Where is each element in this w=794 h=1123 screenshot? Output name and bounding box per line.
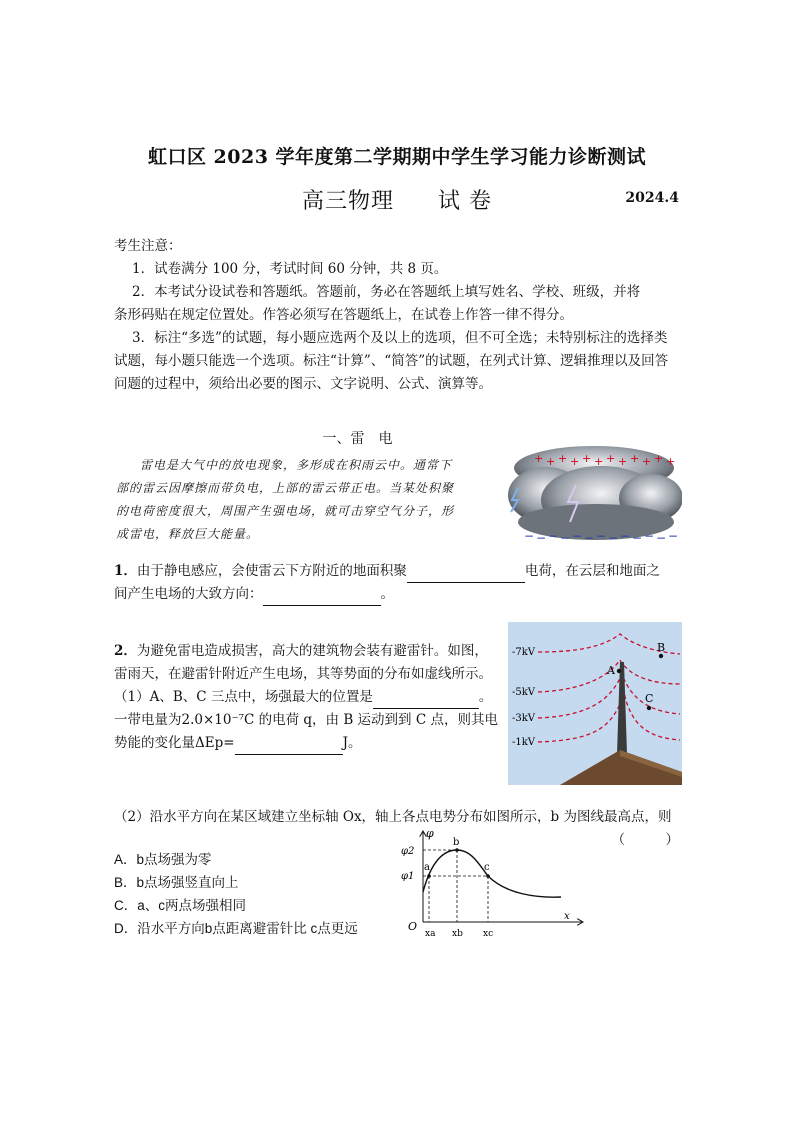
answer-parentheses[interactable]: （ ） — [611, 832, 679, 848]
q1-blank-1[interactable] — [407, 566, 525, 583]
plus-sign: + — [582, 452, 592, 465]
intro-line-2: 部的雷云因摩擦而带负电，上部的雷云带正电。当某处积聚 — [116, 481, 455, 495]
point-c-label: C — [645, 692, 654, 705]
a-label: a — [424, 862, 430, 873]
plus-sign: + — [642, 455, 652, 468]
q1-number: 1． — [114, 563, 137, 579]
phi2-label: φ2 — [401, 846, 415, 857]
exam-title: 虹口区 2023 学年度第二学期期中学生学习能力诊断测试 — [147, 146, 647, 168]
section-title: 一、雷 电 — [322, 431, 393, 447]
point-b-label: B — [657, 641, 666, 654]
phi-label: φ — [426, 827, 434, 840]
notice-heading: 考生注意： — [114, 238, 182, 254]
notice-item-3c: 问题的过程中，须给出必要的图示、文字说明、公式、演算等。 — [114, 376, 492, 392]
point-a-dot — [427, 874, 431, 878]
origin-label: O — [408, 920, 418, 933]
plus-sign: + — [654, 452, 664, 465]
phi1-label: φ1 — [401, 871, 415, 882]
q1-text-2b: 。 — [380, 586, 394, 602]
intro-line-3: 的电荷密度很大，周围产生强电场，就可击穿空气分子，形 — [116, 504, 455, 518]
option-a[interactable]: A．b点场强为零 — [114, 852, 212, 867]
option-b[interactable]: B．b点场强竖直向上 — [114, 875, 239, 890]
section-intro — [116, 454, 496, 546]
minus-sign: − — [632, 531, 643, 545]
q2-line-5 — [114, 732, 504, 755]
point-a-label: A — [607, 664, 615, 677]
q1-line-1 — [114, 560, 684, 583]
point-b-dot — [455, 848, 459, 852]
guide-lines — [423, 850, 488, 922]
minus-sign: − — [668, 529, 679, 543]
minus-sign: − — [644, 529, 655, 543]
q2-blank-1[interactable] — [373, 692, 479, 709]
plus-sign: + — [594, 455, 604, 468]
q2-blank-2[interactable] — [235, 738, 343, 755]
plus-sign: + — [666, 455, 676, 468]
label-7kv: -7kV — [512, 647, 536, 658]
option-c[interactable]: C．a、c两点场强相同 — [114, 898, 247, 913]
point-c-dot — [486, 874, 490, 878]
lightning-rod-figure — [508, 622, 682, 785]
xa-label: xa — [425, 929, 436, 939]
minus-sign: − — [560, 531, 571, 545]
q1-text-2a: 间产生电场的大致方向： — [114, 586, 263, 602]
minus-sign: − — [524, 529, 535, 543]
notice-item-2b: 条形码贴在规定位置处。作答必须写在答题纸上，在试卷上作答一律不得分。 — [114, 307, 573, 323]
point-b-dot — [659, 654, 663, 658]
plus-sign: + — [558, 452, 568, 465]
minus-sign: − — [608, 531, 619, 545]
q2-part-2-stem: （2）沿水平方向在某区域建立坐标轴 Ox，轴上各点电势分布如图所示，b 为图线最高点，则 — [114, 809, 672, 825]
q2-text-5b: J。 — [342, 735, 362, 751]
plus-sign: + — [546, 455, 556, 468]
label-5kv: -5kV — [512, 687, 536, 698]
plus-sign: + — [630, 452, 640, 465]
label-1kv: -1kV — [512, 737, 536, 748]
exam-date: 2024.4 — [625, 190, 679, 206]
notice-item-3a: 3．标注“多选”的试题，每小题应选两个及以上的选项，但不可全选；未特别标注的选择类 — [132, 330, 668, 346]
point-a-dot — [617, 669, 621, 673]
minus-sign: − — [656, 531, 667, 545]
intro-line-1: 雷电是大气中的放电现象，多形成在积雨云中。通常下 — [140, 458, 453, 472]
q2-line-3 — [114, 686, 504, 709]
question-2 — [114, 640, 504, 755]
notice-item-3b: 试题，每小题只能选一个选项。标注“计算”、“简答”的试题，在列式计算、逻辑推理以及回答 — [114, 353, 669, 369]
xb-label: xb — [452, 929, 463, 939]
minus-sign: − — [620, 529, 631, 543]
q2-text-3b: 。 — [478, 689, 493, 705]
minus-sign: − — [572, 529, 583, 543]
q2-line-4: 一带电量为2.0×10⁻⁷C 的电荷 q，由 B 运动到到 C 点，则其电 — [114, 712, 498, 728]
potential-graph — [396, 826, 590, 942]
choice-options — [114, 848, 358, 940]
point-c-dot — [647, 706, 651, 710]
notice-block — [114, 235, 680, 396]
subject-label: 高三物理 — [301, 189, 394, 214]
intro-line-4: 成雷电，释放巨大能量。 — [116, 527, 260, 541]
plus-sign: + — [618, 455, 628, 468]
minus-sign: − — [536, 531, 547, 545]
question-1 — [114, 560, 684, 606]
c-label: c — [484, 862, 490, 873]
paper-kind-label: 试 卷 — [438, 189, 492, 214]
potential-curve — [423, 850, 561, 897]
minus-sign: − — [548, 529, 559, 543]
plus-sign: + — [606, 452, 616, 465]
q2-line-2: 雷雨天，在避雷针附近产生电场，其等势面的分布如虚线所示。 — [114, 666, 492, 682]
plus-sign: + — [534, 452, 544, 465]
label-3kv: -3kV — [512, 713, 536, 724]
notice-item-2a: 2．本考试分设试卷和答题纸。答题前，务必在答题纸上填写姓名、学校、班级，并将 — [132, 284, 641, 300]
option-d[interactable]: D．沿水平方向b点距离避雷针比 c点更远 — [114, 921, 358, 936]
b-label: b — [453, 837, 460, 848]
q2-text-5a: 势能的变化量ΔEp= — [114, 735, 235, 751]
minus-sign: − — [584, 531, 595, 545]
minus-sign: − — [596, 529, 607, 543]
q1-text-1b: 电荷，在云层和地面之 — [524, 563, 660, 579]
xc-label: xc — [483, 929, 494, 939]
q1-blank-2[interactable] — [263, 589, 381, 606]
x-label: x — [564, 911, 570, 922]
q2-number: 2． — [114, 643, 137, 659]
q1-line-2 — [114, 583, 684, 606]
q2-text-3a: （1）A、B、C 三点中，场强最大的位置是 — [114, 689, 373, 705]
thundercloud-figure — [506, 440, 682, 550]
notice-item-1: 1．试卷满分 100 分，考试时间 60 分钟，共 8 页。 — [132, 261, 448, 277]
q2-text-1: 为避免雷电造成损害，高大的建筑物会装有避雷针。如图， — [136, 643, 488, 659]
plus-sign: + — [570, 455, 580, 468]
q2-line-1 — [114, 640, 504, 663]
q1-text-1a: 由于静电感应，会使雷云下方附近的地面积聚 — [136, 563, 407, 579]
